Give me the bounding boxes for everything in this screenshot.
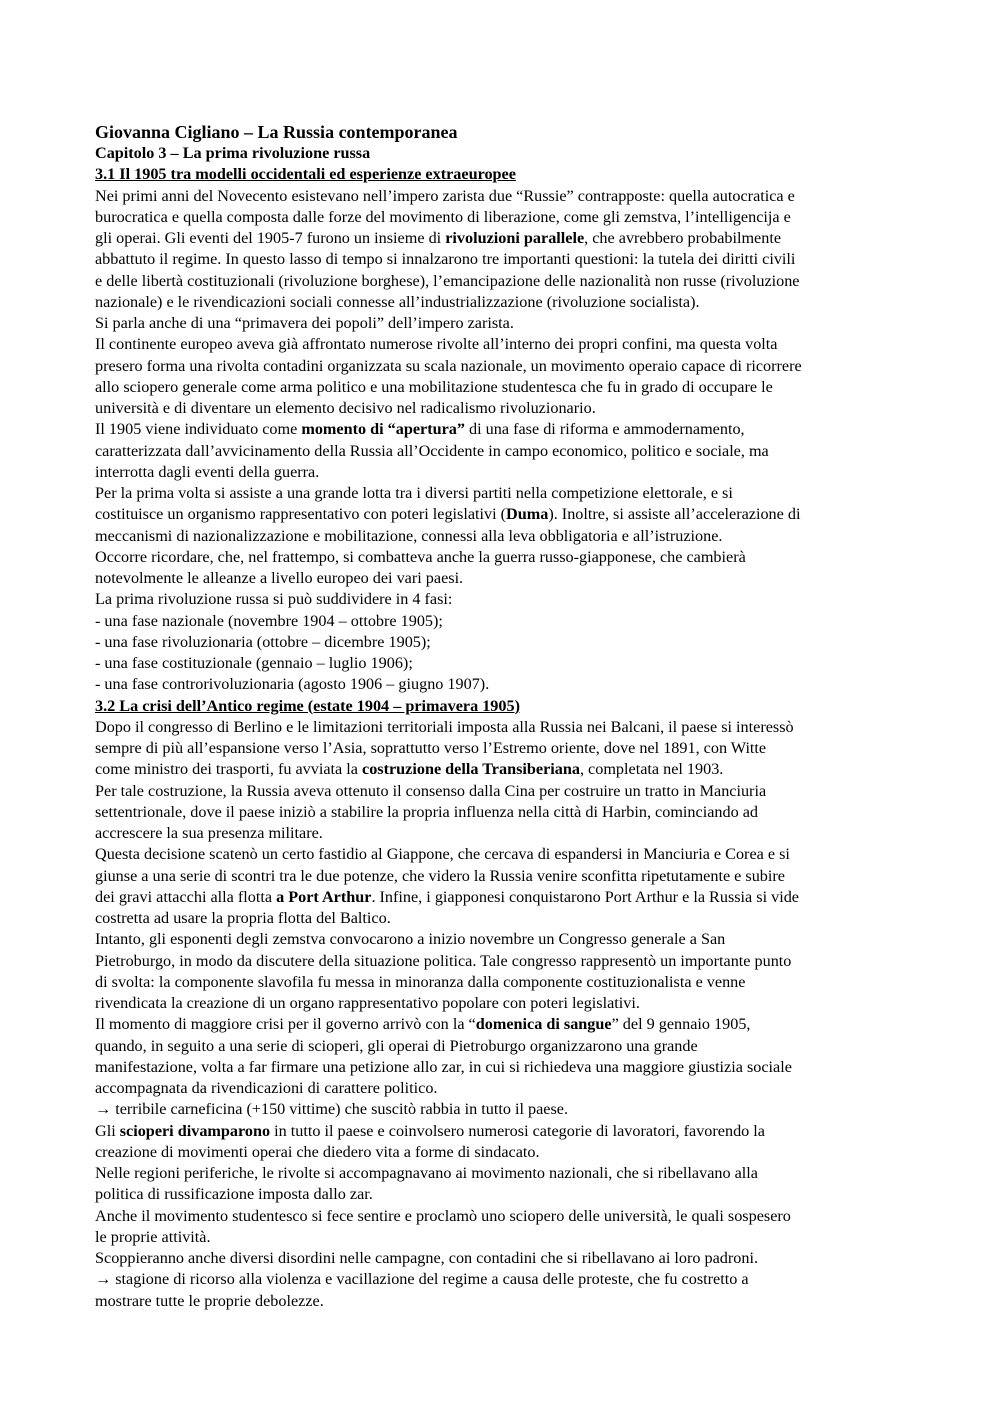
text-line: accrescere la sua presenza militare. xyxy=(95,824,323,842)
text-line: → terribile carneficina (+150 vittime) che suscitò rabbia in tutto il paese. xyxy=(95,1100,569,1119)
text-line: rivendicata la creazione di un organo rappresentativo popolare con poteri legislativi. xyxy=(95,994,640,1012)
text-line: accompagnata da rivendicazioni di carattere politico. xyxy=(95,1079,438,1097)
text-line: Anche il movimento studentesco si fece sentire e proclamò uno sciopero delle università, le quali sospesero xyxy=(95,1206,791,1225)
section-heading-3-2: 3.2 La crisi dell’Antico regime (estate 1904 – primavera 1905) xyxy=(95,696,520,715)
text-line: notevolmente le alleanze a livello europeo dei vari paesi. xyxy=(95,569,464,587)
text-line: di svolta: la componente slavofila fu messa in minoranza dalla componente costituzionalista e venne xyxy=(95,972,746,991)
text-line: Occorre ricordare, che, nel frattempo, si combatteva anche la guerra russo-giapponese, che cambierà xyxy=(95,547,746,566)
chapter-heading: Capitolo 3 – La prima rivoluzione russa xyxy=(95,144,371,162)
document-page xyxy=(95,121,915,1312)
section-heading-3-1: 3.1 Il 1905 tra modelli occidentali ed esperienze extraeuropee xyxy=(95,165,516,184)
text-line: creazione di movimenti operai che diedero vita a forme di sindacato. xyxy=(95,1142,540,1161)
bold-term: scioperi divamparono xyxy=(119,1121,271,1140)
text-line: le proprie attività. xyxy=(95,1227,211,1246)
text-line: Il momento di maggiore crisi per il governo arrivò con la “domenica di sangue” del 9 gennaio 1905, xyxy=(95,1015,751,1034)
text-line: nazionale) e le rivendicazioni sociali connesse all’industrializzazione (rivoluzione socialista). xyxy=(95,292,700,311)
text-line: - una fase nazionale (novembre 1904 – ottobre 1905); xyxy=(95,611,443,630)
text-line: dei gravi attacchi alla flotta a Port Arthur. Infine, i giapponesi conquistarono Port Arthur e la Russia si vide xyxy=(95,887,799,906)
text-line: La prima rivoluzione russa si può suddividere in 4 fasi: xyxy=(95,590,453,609)
text-line: abbattuto il regime. In questo lasso di tempo si innalzarono tre importanti questioni: la tutela dei diritti civili xyxy=(95,250,796,269)
text-line: - una fase costituzionale (gennaio – luglio 1906); xyxy=(95,654,413,672)
text-line: costituisce un organismo rappresentativo con poteri legislativi (Duma). Inoltre, si assiste all’accelerazione di xyxy=(95,505,801,524)
text-line: Per la prima volta si assiste a una grande lotta tra i diversi partiti nella competizione elettorale, e si xyxy=(95,484,733,502)
text-line: caratterizzata dall’avvicinamento della Russia all’Occidente in campo economico, politico e sociale, ma xyxy=(95,441,769,460)
text-line: Gli scioperi divamparono in tutto il paese e coinvolsero numerosi categorie di lavoratori, favorendo la xyxy=(95,1121,765,1140)
bold-term: domenica di sangue xyxy=(475,1015,612,1034)
text-line: meccanismi di nazionalizzazione e mobilitazione, connessi alla leva obbligatoria e all’istruzione. xyxy=(95,526,723,545)
text-line: come ministro dei trasporti, fu avviata la costruzione della Transiberiana, completata nel 1903. xyxy=(95,760,724,779)
text-line: burocratica e quella composta dalle forze del movimento di liberazione, come gli zemstva, l’intelligencija e xyxy=(95,207,791,226)
text-line: Intanto, gli esponenti degli zemstva convocarono a inizio novembre un Congresso generale a San xyxy=(95,930,726,949)
text-line: e delle libertà costituzionali (rivoluzione borghese), l’emancipazione delle nazionalità non russe (rivoluzione xyxy=(95,271,800,290)
text-line: manifestazione, volta a far firmare una petizione allo zar, in cui si richiedeva una maggiore giustizia sociale xyxy=(95,1057,792,1076)
text-line: Pietroburgo, in modo da discutere della situazione politica. Tale congresso rappresentò un importante punto xyxy=(95,951,792,970)
text-line: quando, in seguito a una serie di scioperi, gli operai di Pietroburgo organizzarono una grande xyxy=(95,1036,698,1055)
text-line: - una fase rivoluzionaria (ottobre – dicembre 1905); xyxy=(95,632,431,651)
text-line: Il 1905 viene individuato come momento di “apertura” di una fase di riforma e ammodernamento, xyxy=(95,420,745,439)
text-line: costretta ad usare la propria flotta del Baltico. xyxy=(95,909,391,927)
text-line: → stagione di ricorso alla violenza e vacillazione del regime a causa delle proteste, che fu costretto a xyxy=(95,1270,749,1289)
text-line: Si parla anche di una “primavera dei popoli” dell’impero zarista. xyxy=(95,314,514,332)
text-line: Nei primi anni del Novecento esistevano nell’impero zarista due “Russie” contrapposte: quella autocratica e xyxy=(95,186,795,205)
bold-term: costruzione della Transiberiana xyxy=(362,760,580,779)
bold-term: Duma xyxy=(506,505,549,524)
text-line: - una fase controrivoluzionaria (agosto 1906 – giugno 1907). xyxy=(95,675,490,694)
text-line: Nelle regioni periferiche, le rivolte si accompagnavano ai movimento nazionali, che si ribellavano alla xyxy=(95,1164,758,1182)
section-body-3-2 xyxy=(95,717,915,1312)
text-line: settentrionale, dove il paese iniziò a stabilire la propria influenza nella città di Harbin, cominciando ad xyxy=(95,802,758,821)
text-line: Questa decisione scatenò un certo fastidio al Giappone, che cercava di espandersi in Manciuria e Corea e si xyxy=(95,845,790,864)
bold-term: rivoluzioni parallele xyxy=(445,229,585,247)
text-line: allo sciopero generale come arma politico e una mobilitazione studentesca che fu in grado di occupare le xyxy=(95,377,773,396)
text-line: interrotta dagli eventi della guerra. xyxy=(95,462,320,481)
text-line: gli operai. Gli eventi del 1905-7 furono un insieme di rivoluzioni parallele, che avrebbero probabilmente xyxy=(95,229,782,247)
text-line: università e di diventare un elemento decisivo nel radicalismo rivoluzionario. xyxy=(95,399,596,417)
text-line: presero forma una rivolta contadini organizzata su scala nazionale, un movimento operaio capace di ricorrere xyxy=(95,356,802,375)
bold-term: momento di “apertura” xyxy=(301,420,465,439)
text-line: sempre di più all’espansione verso l’Asia, soprattutto verso l’Estremo oriente, dove nel 1891, con Witte xyxy=(95,739,767,757)
text-line: Per tale costruzione, la Russia aveva ottenuto il consenso dalla Cina per costruire un tratto in Manciuria xyxy=(95,781,767,800)
document-title: Giovanna Cigliano – La Russia contemporanea xyxy=(95,122,458,142)
text-line: politica di russificazione imposta dallo zar. xyxy=(95,1185,373,1204)
text-line: Scoppieranno anche diversi disordini nelle campagne, con contadini che si ribellavano ai loro padroni. xyxy=(95,1249,759,1267)
bold-term: a Port Arthur xyxy=(276,887,372,906)
text-line: mostrare tutte le proprie debolezze. xyxy=(95,1291,324,1310)
text-line: Il continente europeo aveva già affrontato numerose rivolte all’interno dei propri confini, ma questa volta xyxy=(95,335,778,354)
text-line: Dopo il congresso di Berlino e le limitazioni territoriali imposta alla Russia nei Balcani, il paese si interessò xyxy=(95,717,794,736)
text-line: giunse a una serie di scontri tra le due potenze, che videro la Russia venire sconfitta ripetutamente e subire xyxy=(95,866,785,885)
section-body-3-1 xyxy=(95,186,915,696)
